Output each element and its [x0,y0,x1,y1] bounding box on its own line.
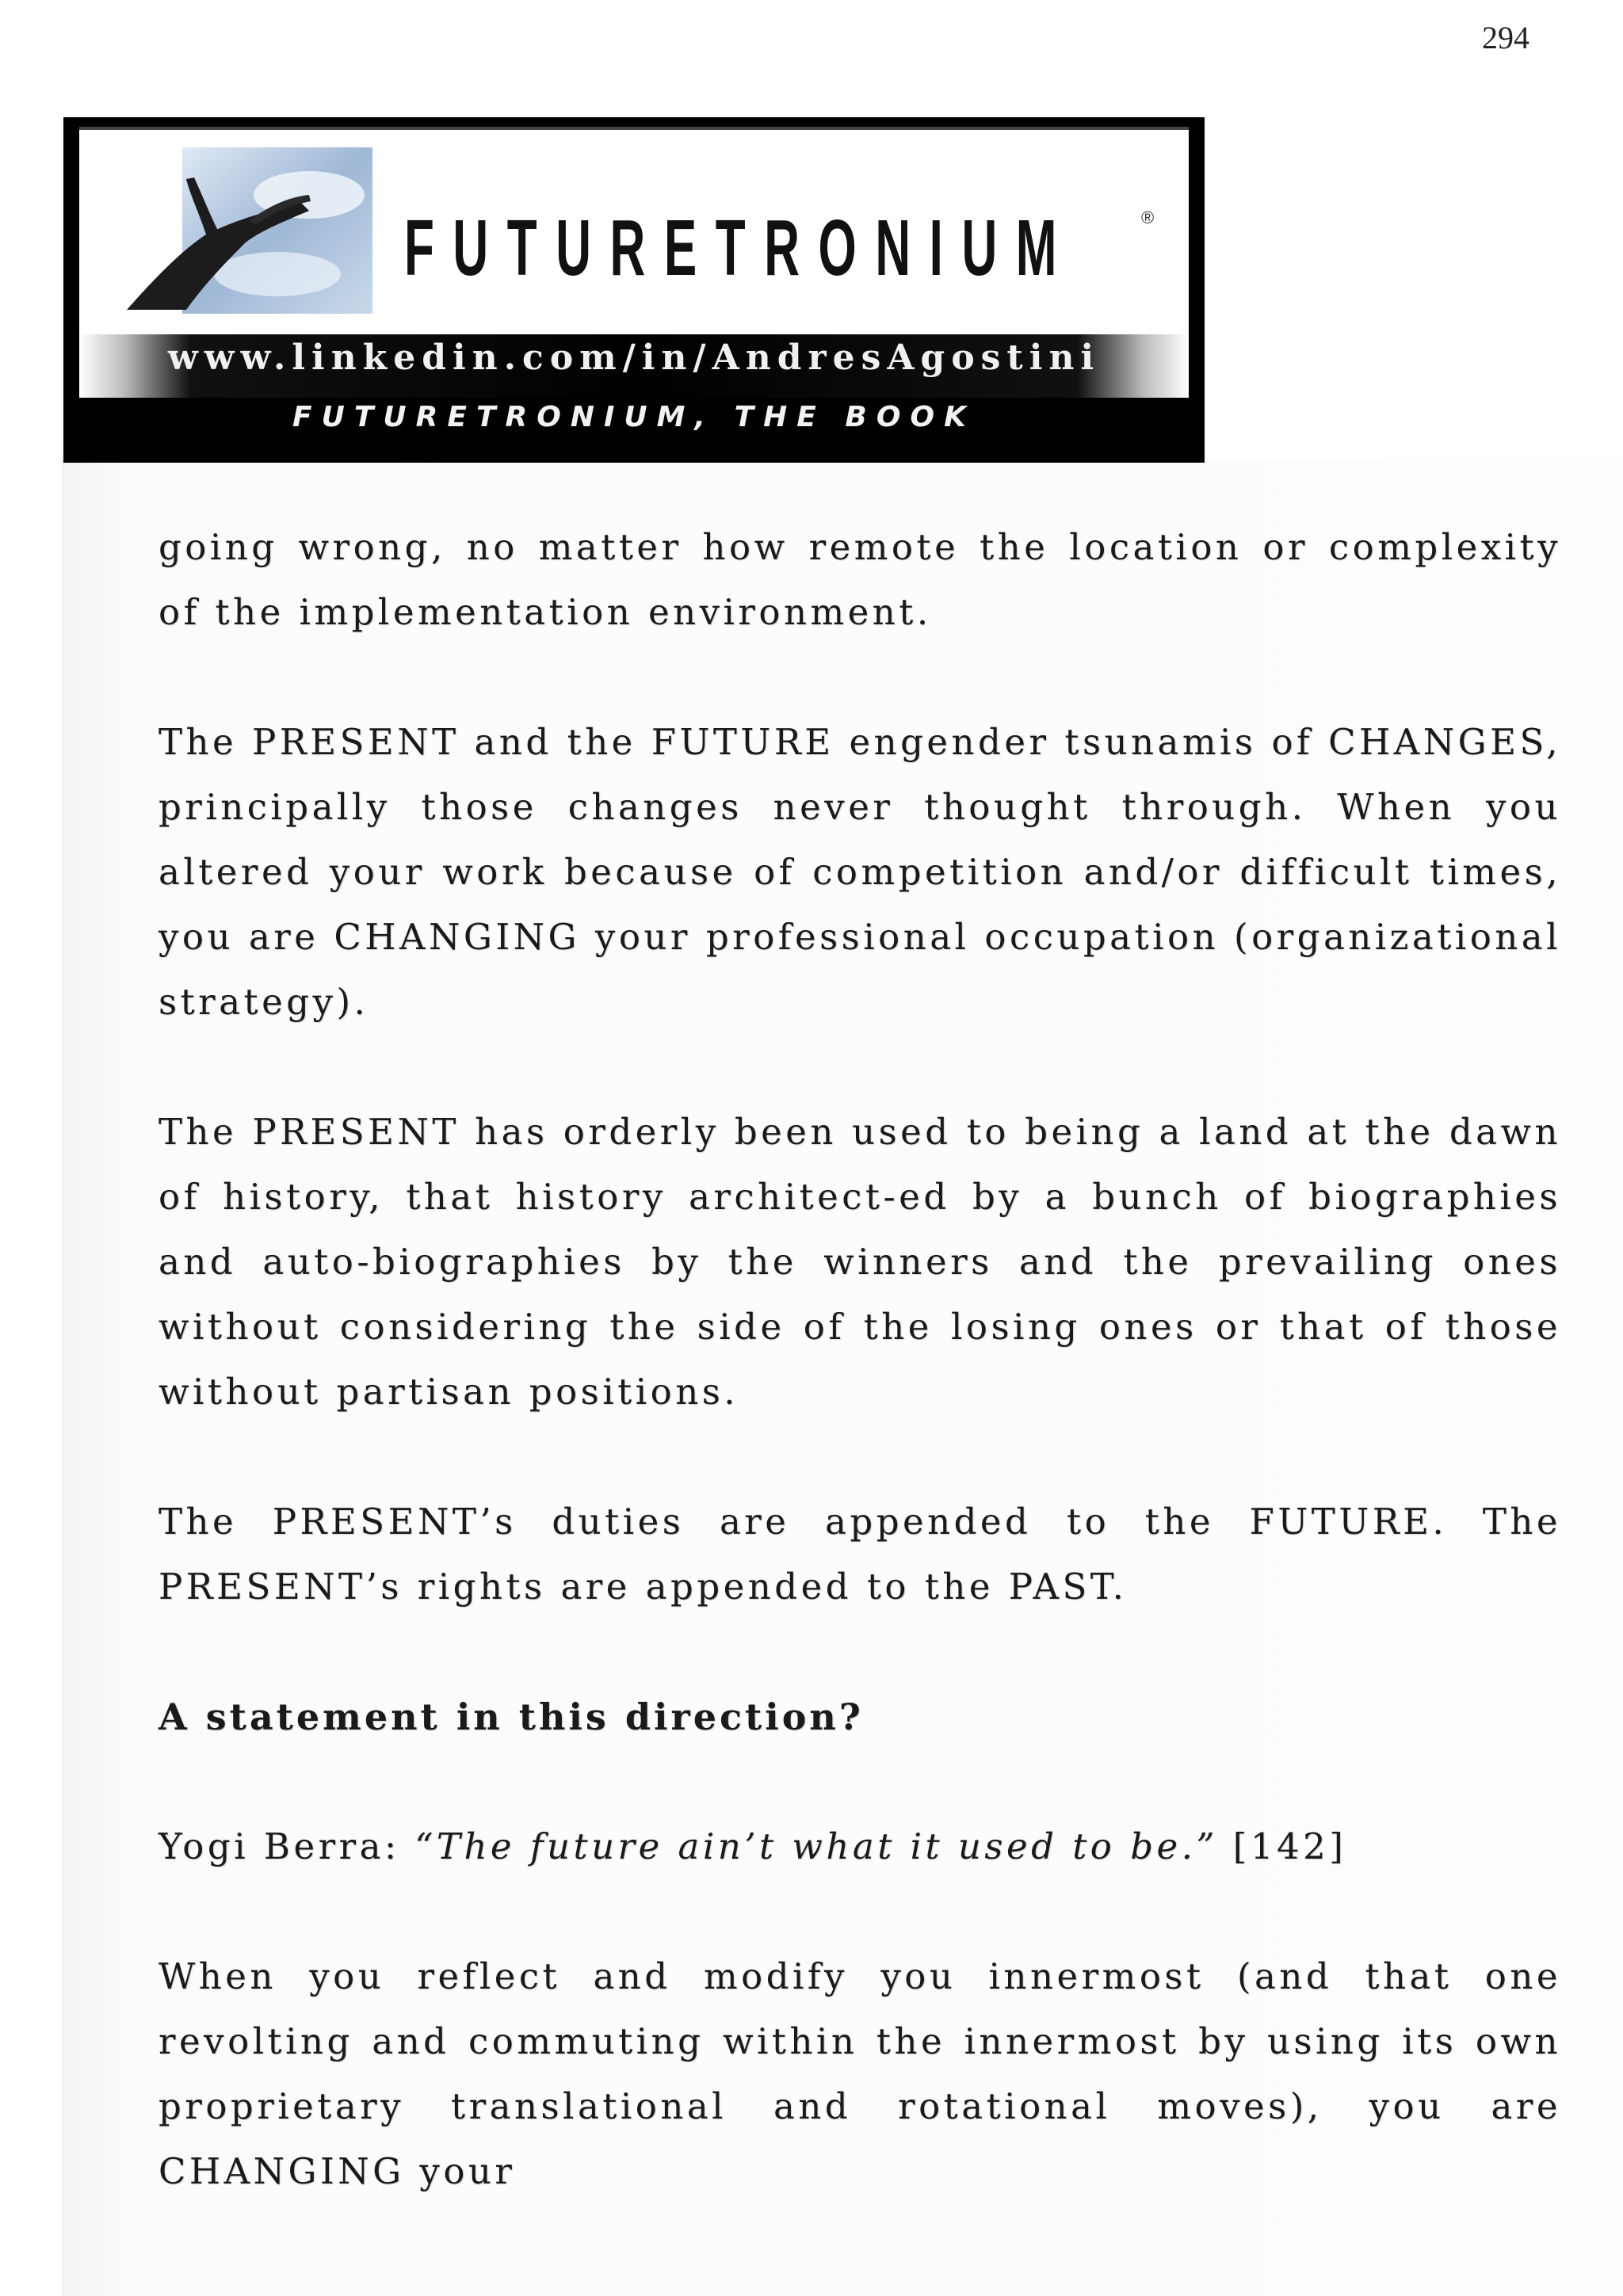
linkedin-url: www.linkedin.com/in/AndresAgostini [167,338,1101,378]
futuretronium-banner [63,117,1205,463]
body-text [158,515,1561,2269]
paragraph-1: going wrong, no matter how remote the location or complexity of the implementation environment. [158,526,1561,633]
paragraph-4: The PRESENT’s duties are appended to the FUTURE. The PRESENT’s rights are appended to the PAST. [158,1501,1561,1608]
reaching-hand-icon [111,147,372,314]
quote-paragraph [158,1814,1561,1879]
banner-inner [79,127,1189,378]
paragraph-6: When you reflect and modify you innermost (and that one revolting and commuting within the innermost by using its own proprietary translational and rotational moves), you are CHANGING your [158,1955,1561,2192]
paragraph-3: The PRESENT has orderly been used to being a land at the dawn of history, that history architect-ed by a bunch of biographies and auto-biographies by the winners and the prevailing ones without considering the side of the losing ones or that of those without partisan positions. [158,1111,1561,1413]
quote-author: Yogi Berra: [158,1825,415,1867]
quote-text: “The future ain’t what it used to be.” [414,1825,1218,1867]
brand-name: FUTURETRONIUM [404,204,1075,292]
page-number: 294 [1482,20,1529,55]
paragraph-2: The PRESENT and the FUTURE engender tsunamis of CHANGES, principally those changes never thought through. When you altered your work because of competition and/or difficult times, you are CHANGING your professional occupation (organizational strategy). [158,721,1561,1023]
quote-reference: [142] [1217,1825,1347,1867]
book-subtitle: FUTURETRONIUM, THE BOOK [292,401,976,433]
registered-mark: ® [1141,208,1155,227]
section-heading: A statement in this direction? [158,1695,864,1738]
